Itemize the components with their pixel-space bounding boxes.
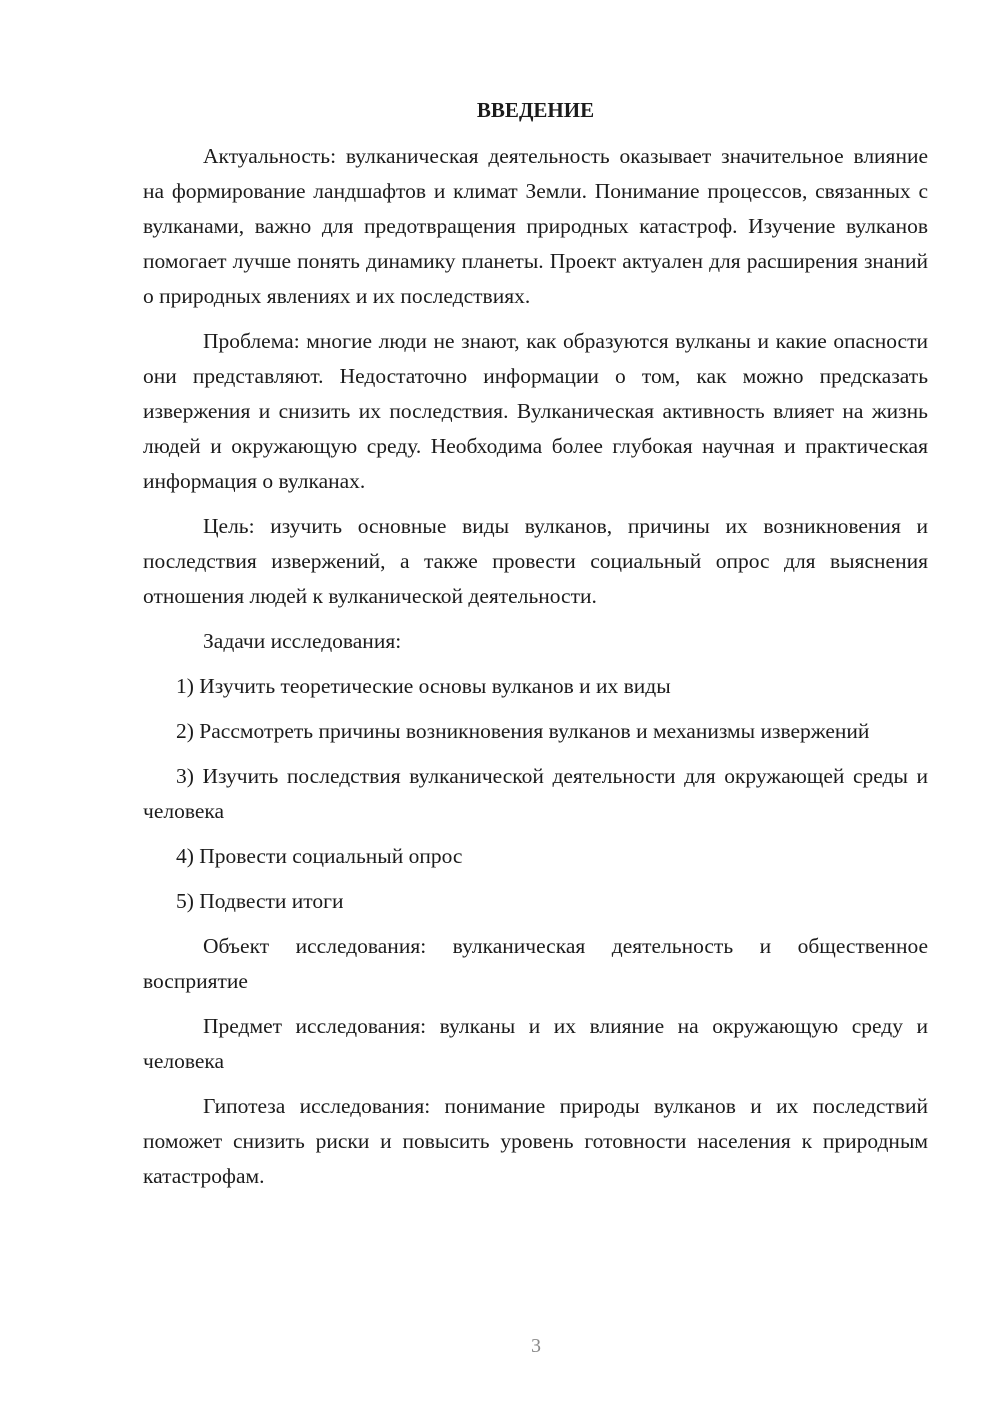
- task-item-3: 3) Изучить последствия вулканической деятельности для окружающей среды и человека: [143, 764, 928, 823]
- page-title: ВВЕДЕНИЕ: [476, 98, 595, 122]
- subject-paragraph: Предмет исследования: вулканы и их влияние на окружающую среду и человека: [143, 1014, 928, 1073]
- task-item-2: 2) Рассмотреть причины возникновения вулканов и механизмы извержений: [176, 719, 870, 743]
- task-item-5: 5) Подвести итоги: [176, 889, 344, 913]
- page-number: 3: [531, 1335, 541, 1357]
- object-paragraph: Объект исследования: вулканическая деятельность и общественное восприятие: [143, 934, 928, 993]
- document-body: [143, 95, 928, 1204]
- problem-paragraph: Проблема: многие люди не знают, как образуются вулканы и какие опасности они представляют. Недостаточно информации о том, как можно предсказать извержения и снизить их последствия. Вулканическая активность влияет на жизнь людей и окружающую среду. Необходима более глубокая научная и практическая информация о вулканах.: [143, 329, 928, 493]
- task-item-4: 4) Провести социальный опрос: [176, 844, 463, 868]
- relevance-paragraph: Актуальность: вулканическая деятельность оказывает значительное влияние на формирование ландшафтов и климат Земли. Понимание процессов, связанных с вулканами, важно для предотвращения природных катастроф. Изучение вулканов помогает лучше понять динамику планеты. Проект актуален для расширения знаний о природных явлениях и их последствиях.: [143, 144, 928, 308]
- task-item-1: 1) Изучить теоретические основы вулканов и их виды: [176, 674, 671, 698]
- hypothesis-paragraph: Гипотеза исследования: понимание природы вулканов и их последствий поможет снизить риски и повысить уровень готовности населения к природным катастрофам.: [143, 1094, 928, 1188]
- goal-paragraph: Цель: изучить основные виды вулканов, причины их возникновения и последствия извержений, а также провести социальный опрос для выяснения отношения людей к вулканической деятельности.: [143, 514, 928, 608]
- tasks-title: Задачи исследования:: [203, 629, 402, 653]
